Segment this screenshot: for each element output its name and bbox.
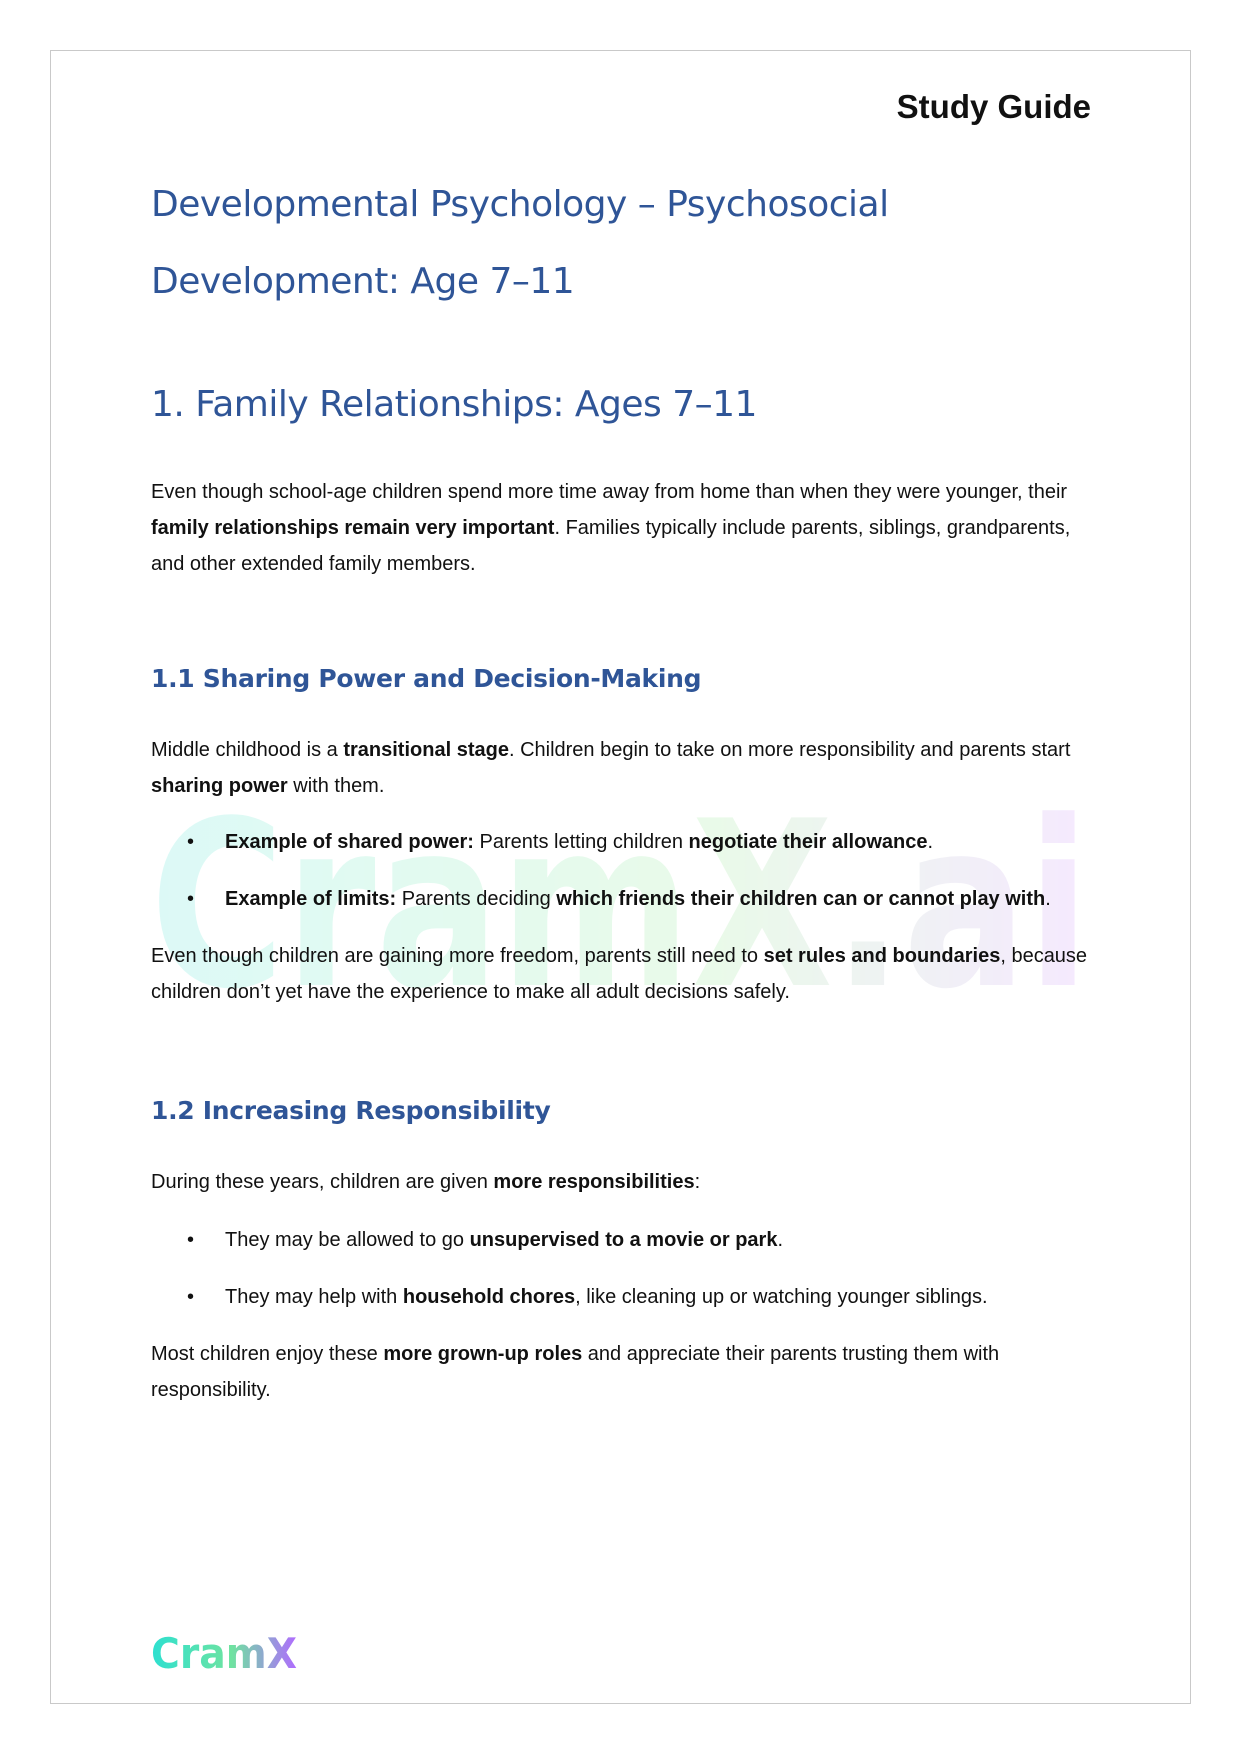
watermark-text: CramX.ai — [150, 795, 1090, 1005]
logo-text: CramX — [151, 1629, 297, 1676]
section-title-family-relationships: 1. Family Relationships: Ages 7–11 — [151, 384, 757, 425]
subsection-title-sharing-power: 1.1 Sharing Power and Decision-Making — [151, 664, 702, 693]
bullet-dot: • — [187, 1286, 195, 1308]
bullet-dot: • — [187, 1229, 195, 1251]
bullet-dot: • — [187, 888, 195, 910]
cramx-logo — [151, 1628, 301, 1676]
title-line-1: Developmental Psychology – Psychosocial — [151, 184, 889, 225]
study-guide-label: Study Guide — [896, 88, 1091, 125]
bullet-dot: • — [187, 831, 195, 853]
section1-intro-paragraph: Even though school-age children spend more time away from home than when they were younger, their family relationships remain very important. Families typically include parents, siblings, grandparents, and other extended family members. — [151, 481, 1071, 575]
title-line-2: Development: Age 7–11 — [151, 261, 575, 302]
sub2-paragraph-1: During these years, children are given more responsibilities: — [151, 1171, 701, 1193]
sub2-paragraph-2: Most children enjoy these more grown-up roles and appreciate their parents trusting them with responsibility. — [151, 1343, 1000, 1401]
document-title — [151, 166, 1091, 320]
subsection-title-increasing-responsibility: 1.2 Increasing Responsibility — [151, 1096, 551, 1125]
sub1-paragraph-2: Even though children are gaining more freedom, parents still need to set rules and boundaries, because children don’t yet have the experience to make all adult decisions safely. — [151, 945, 1088, 1003]
sub1-paragraph-1: Middle childhood is a transitional stage. Children begin to take on more responsibility and parents start sharing power with them. — [151, 739, 1071, 797]
